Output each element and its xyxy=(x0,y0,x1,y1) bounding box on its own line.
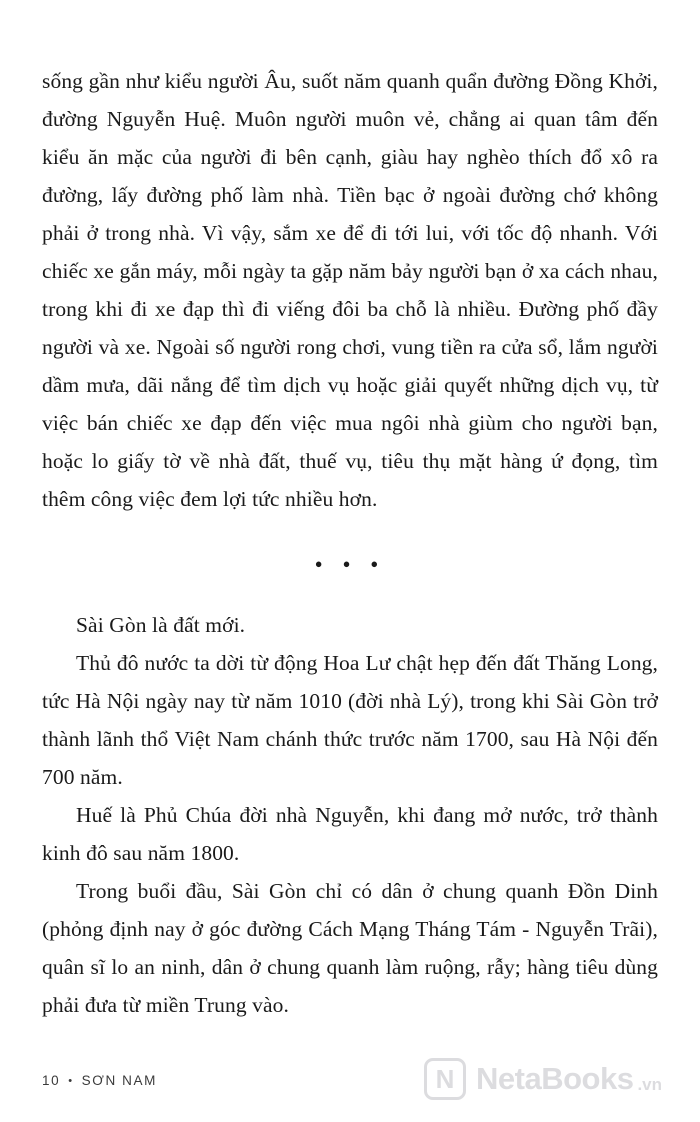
page-number: 10 xyxy=(42,1073,61,1088)
paragraph-2: Sài Gòn là đất mới. xyxy=(76,613,246,637)
footer-separator: • xyxy=(68,1074,74,1087)
watermark-brand: NetaBooks xyxy=(476,1061,634,1096)
paragraph-3: Thủ đô nước ta dời từ động Hoa Lư chật hẹp đến đất Thăng Long, tức Hà Nội ngày nay từ năm 1010 (đời nhà Lý), trong khi Sài Gòn trở thành lãnh thổ Việt Nam chánh thức trước năm 1700, sau Hà Nội đến 700 năm. xyxy=(42,651,658,789)
netabooks-watermark xyxy=(424,1058,662,1100)
section-divider: • • • xyxy=(314,552,386,577)
paragraph-5: Trong buổi đầu, Sài Gòn chỉ có dân ở chung quanh Đồn Dinh (phỏng định nay ở góc đường Cách Mạng Tháng Tám - Nguyễn Trãi), quân sĩ lo an ninh, dân ở chung quanh làm ruộng, rẫy; hàng tiêu dùng phải đưa từ miền Trung vào. xyxy=(42,879,658,1017)
paragraph-4: Huế là Phủ Chúa đời nhà Nguyễn, khi đang mở nước, trở thành kinh đô sau năm 1800. xyxy=(42,803,658,865)
netabooks-logo-icon xyxy=(424,1058,466,1100)
footer-author: SƠN NAM xyxy=(81,1073,157,1088)
page-body xyxy=(42,62,658,1024)
page-footer xyxy=(42,1073,157,1088)
watermark-domain-suffix: .vn xyxy=(637,1075,662,1094)
paragraph-1: sống gần như kiểu người Âu, suốt năm quanh quẩn đường Đồng Khởi, đường Nguyễn Huệ. Muôn người muôn vẻ, chẳng ai quan tâm đến kiểu ăn mặc của người đi bên cạnh, giàu hay nghèo thích đổ xô ra đường, lấy đường phố làm nhà. Tiền bạc ở ngoài đường chớ không phải ở trong nhà. Vì vậy, sắm xe để đi tới lui, với tốc độ nhanh. Với chiếc xe gắn máy, mỗi ngày ta gặp năm bảy người bạn ở xa cách nhau, trong khi đi xe đạp thì đi viếng đôi ba chỗ là nhiều. Đường phố đầy người và xe. Ngoài số người rong chơi, vung tiền ra cửa sổ, lắm người dầm mưa, dãi nắng để tìm dịch vụ hoặc giải quyết những dịch vụ, từ việc bán chiếc xe đạp đến việc mua ngôi nhà giùm cho người bạn, hoặc lo giấy tờ về nhà đất, thuế vụ, tiêu thụ mặt hàng ứ đọng, tìm thêm công việc đem lợi tức nhiều hơn. xyxy=(42,69,658,511)
